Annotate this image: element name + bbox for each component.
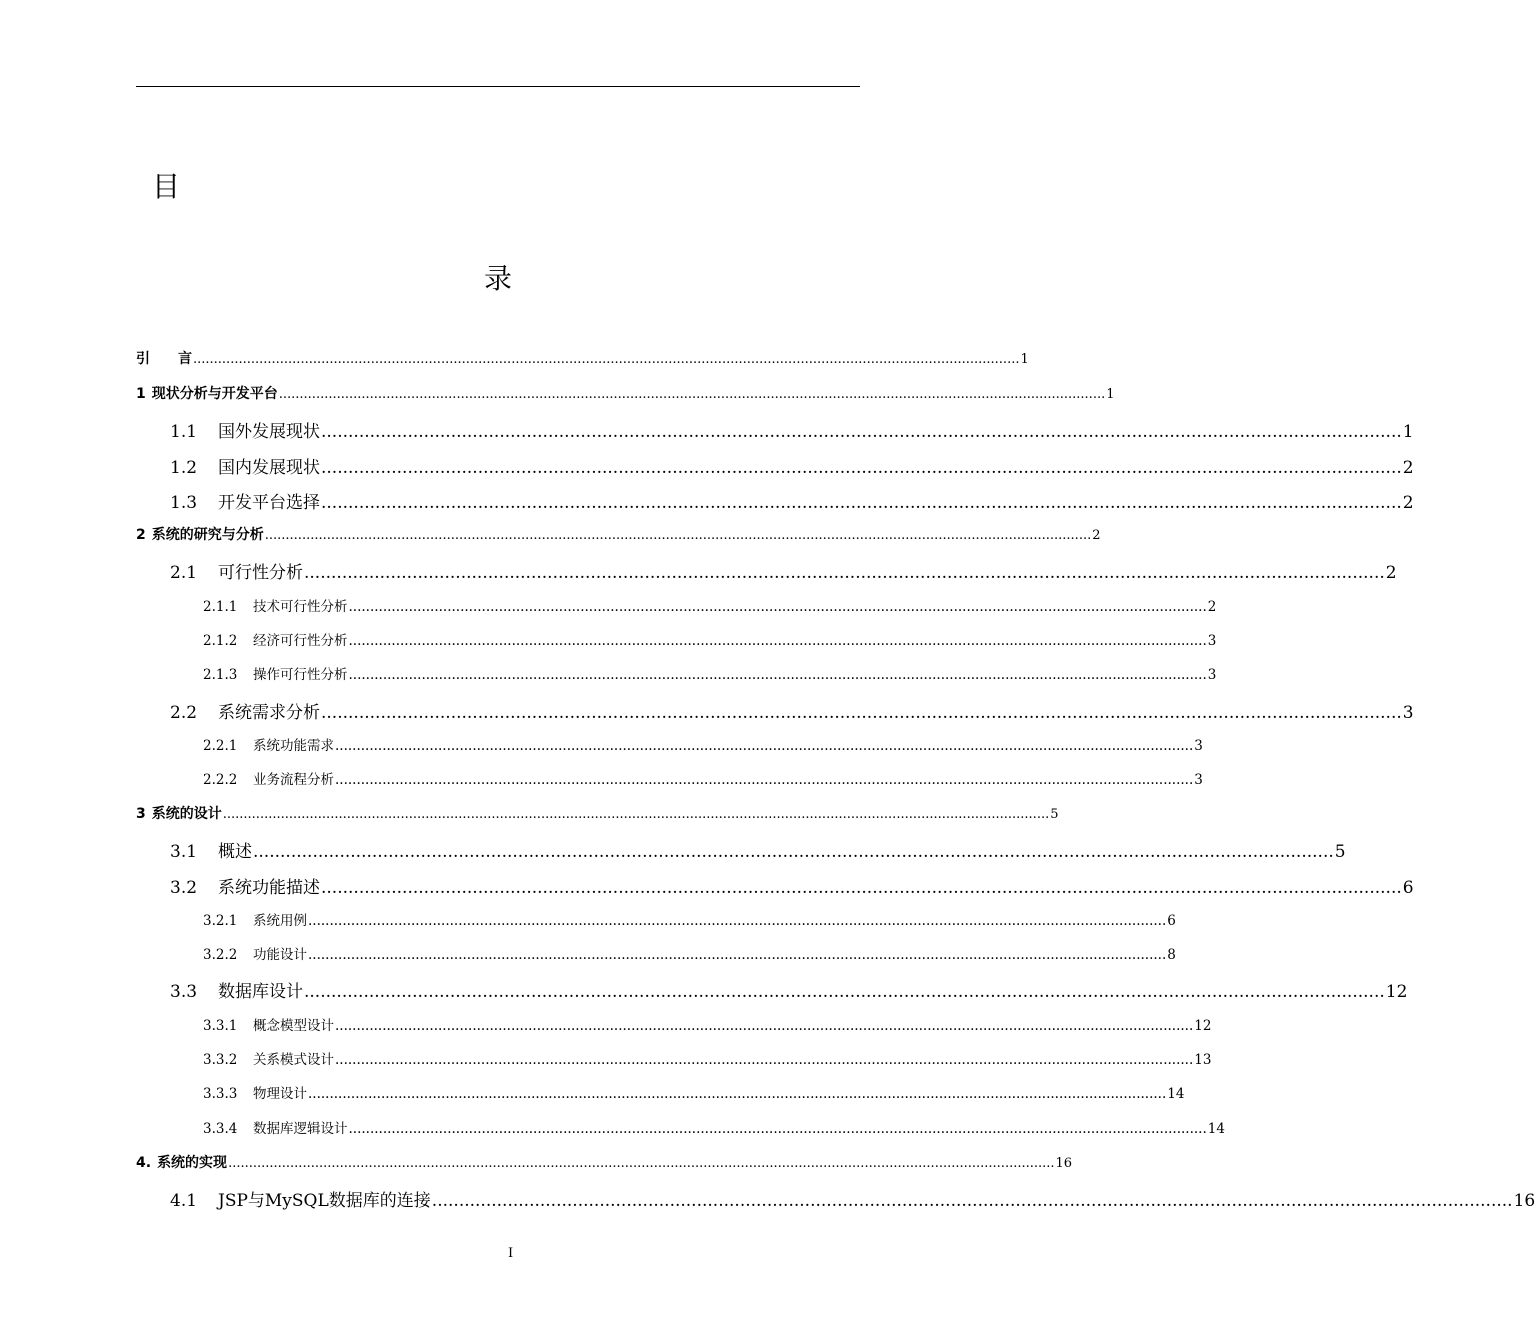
toc-entry-label: 数据库设计 [218,982,303,1002]
toc-entry-label: 开发平台选择 [218,493,320,513]
toc-entry-page: 2 [1207,599,1217,615]
toc-entry[interactable] [136,803,1059,823]
toc-entry-label: 数据库逻辑设计 [253,1121,348,1137]
toc-leader-dots: ........................................................................................................................................................................................................ [335,1052,1194,1068]
toc-entry-number: 2.1.2 [203,633,238,649]
toc-leader-dots: ........................................................................................................................................................................................................ [321,493,1402,513]
toc-entry-number: 2.1 [170,563,198,583]
toc-entry[interactable] [203,734,1203,754]
toc-entry-number: 3.2.2 [203,947,238,963]
toc-entry[interactable] [203,1117,1225,1137]
toc-entry-page: 3 [1194,772,1203,788]
toc-entry-label: 系统的实现 [157,1155,228,1171]
toc-leader-dots: ........................................................................................................................................................................................................ [321,878,1402,898]
toc-leader-dots: ........................................................................................................................................................................................................ [321,703,1402,723]
toc-entry-page: 6 [1167,913,1176,929]
toc-entry[interactable] [136,383,1115,403]
toc-entry[interactable] [203,909,1176,929]
toc-entry-number: 3.3.1 [203,1018,238,1034]
toc-entry-page: 2 [1402,493,1414,513]
toc-entry-label: 系统用例 [253,913,307,929]
toc-entry[interactable] [170,558,1397,583]
toc-entry[interactable] [203,629,1217,649]
toc-entry-page: 1 [1402,422,1414,442]
toc-leader-dots: ........................................................................................................................................................................................................ [278,387,1106,402]
toc-entry-label: 经济可行性分析 [253,633,348,649]
toc-entry-page: 16 [1513,1191,1535,1211]
toc-leader-dots: ........................................................................................................................................................................................................ [335,738,1194,754]
toc-entry-label: 技术可行性分析 [253,599,348,615]
toc-entry-page: 16 [1055,1156,1073,1171]
toc-leader-dots: ........................................................................................................................................................................................................ [335,772,1194,788]
toc-entry-page: 2 [1092,528,1101,543]
toc-entry[interactable] [136,524,1101,544]
toc-entry[interactable] [170,873,1414,898]
toc-entry-page: 1 [1020,352,1029,367]
toc-entry-label: 引 言 [136,351,192,367]
toc-leader-dots: ........................................................................................................................................................................................................ [228,1156,1055,1171]
toc-entry-page: 3 [1207,633,1217,649]
toc-entry-number: 2 [136,527,146,543]
toc-entry-label: 系统的研究与分析 [151,527,264,543]
toc-entry-label: 概述 [218,842,252,862]
toc-entry-number: 1.2 [170,458,198,478]
toc-entry[interactable] [203,1048,1212,1068]
toc-entry[interactable] [203,595,1217,615]
toc-entry-label: 功能设计 [253,947,307,963]
toc-entry-number: 3.3.2 [203,1052,238,1068]
toc-entry-number: 3.3.3 [203,1086,238,1102]
toc-entry-page: 3 [1194,738,1203,754]
toc-entry-label: 操作可行性分析 [253,667,348,683]
toc-entry[interactable] [170,837,1346,862]
toc-entry-page: 2 [1385,563,1397,583]
toc-entry[interactable] [136,1152,1073,1172]
toc-entry-page: 8 [1167,947,1176,963]
toc-entry[interactable] [170,453,1414,478]
toc-entry-label: JSP与MySQL数据库的连接 [218,1191,431,1211]
toc-leader-dots: ........................................................................................................................................................................................................ [348,599,1207,615]
toc-leader-dots: ........................................................................................................................................................................................................ [335,1018,1194,1034]
toc-entry-number: 3.3 [170,982,198,1002]
toc-entry-label: 系统功能描述 [218,878,320,898]
toc-entry[interactable] [170,977,1408,1002]
toc-entry-page: 3 [1402,703,1414,723]
toc-entry[interactable] [203,943,1176,963]
toc-entry-number: 2.1.3 [203,667,238,683]
toc-entry[interactable] [170,698,1414,723]
toc-leader-dots: ........................................................................................................................................................................................................ [348,1121,1207,1137]
toc-entry-label: 系统功能需求 [253,738,334,754]
toc-entry-label: 概念模型设计 [253,1018,334,1034]
toc-leader-dots: ........................................................................................................................................................................................................ [321,422,1402,442]
toc-entry-number: 4.1 [170,1191,198,1211]
toc-entry-label: 系统的设计 [151,806,222,822]
toc-entry-label: 可行性分析 [218,563,303,583]
toc-entry-page: 3 [1207,667,1217,683]
toc-entry-number: 2.2 [170,703,198,723]
toc-leader-dots: ........................................................................................................................................................................................................ [321,458,1402,478]
toc-entry-page: 14 [1207,1121,1225,1137]
toc-leader-dots: ........................................................................................................................................................................................................ [253,842,1334,862]
toc-entry-number: 3.1 [170,842,198,862]
toc-title-first-char: 目 [152,170,181,203]
toc-entry-label: 国外发展现状 [218,422,320,442]
toc-entry-number: 1.3 [170,493,198,513]
toc-entry-label: 现状分析与开发平台 [151,386,278,402]
toc-entry-label: 国内发展现状 [218,458,320,478]
toc-entry-page: 13 [1194,1052,1212,1068]
toc-entry-number: 2.2.2 [203,772,238,788]
toc-entry-label: 业务流程分析 [253,772,334,788]
toc-entry-page: 1 [1106,387,1115,402]
toc-entry-label: 关系模式设计 [253,1052,334,1068]
toc-entry[interactable] [170,417,1414,442]
toc-entry[interactable] [136,348,1029,368]
toc-entry[interactable] [203,1082,1185,1102]
toc-entry[interactable] [170,1186,1535,1211]
toc-leader-dots: ........................................................................................................................................................................................................ [308,1086,1167,1102]
toc-entry[interactable] [203,1014,1212,1034]
toc-entry[interactable] [203,663,1217,683]
toc-entry-page: 12 [1194,1018,1212,1034]
toc-entry-number: 3 [136,806,146,822]
toc-entry-number: 1.1 [170,422,198,442]
toc-leader-dots: ........................................................................................................................................................................................................ [222,807,1050,822]
toc-leader-dots: ........................................................................................................................................................................................................ [308,947,1167,963]
toc-entry-number: 3.2.1 [203,913,238,929]
toc-entry-label: 物理设计 [253,1086,307,1102]
toc-leader-dots: ........................................................................................................................................................................................................ [304,982,1385,1002]
toc-entry[interactable] [203,768,1203,788]
toc-entry-page: 6 [1402,878,1414,898]
toc-entry-number: 3.2 [170,878,198,898]
page-number: I [508,1246,514,1261]
toc-leader-dots: ........................................................................................................................................................................................................ [264,528,1092,543]
toc-entry-label: 系统需求分析 [218,703,320,723]
toc-entry-page: 5 [1050,807,1059,822]
toc-entry-number: 3.3.4 [203,1121,238,1137]
toc-entry-number: 2.2.1 [203,738,238,754]
toc-entry-page: 12 [1385,982,1408,1002]
toc-entry-number: 1 [136,386,146,402]
toc-entry-page: 2 [1402,458,1414,478]
toc-leader-dots: ........................................................................................................................................................................................................ [193,352,1020,367]
toc-leader-dots: ........................................................................................................................................................................................................ [431,1191,1513,1211]
toc-leader-dots: ........................................................................................................................................................................................................ [348,633,1207,649]
toc-leader-dots: ........................................................................................................................................................................................................ [308,913,1167,929]
toc-entry-number: 4. [136,1155,152,1171]
toc-leader-dots: ........................................................................................................................................................................................................ [304,563,1385,583]
toc-entry-page: 5 [1334,842,1346,862]
toc-leader-dots: ........................................................................................................................................................................................................ [348,667,1207,683]
toc-title-second-char: 录 [484,262,513,295]
toc-entry-number: 2.1.1 [203,599,238,615]
toc-entry-page: 14 [1167,1086,1185,1102]
toc-entry[interactable] [170,488,1414,513]
